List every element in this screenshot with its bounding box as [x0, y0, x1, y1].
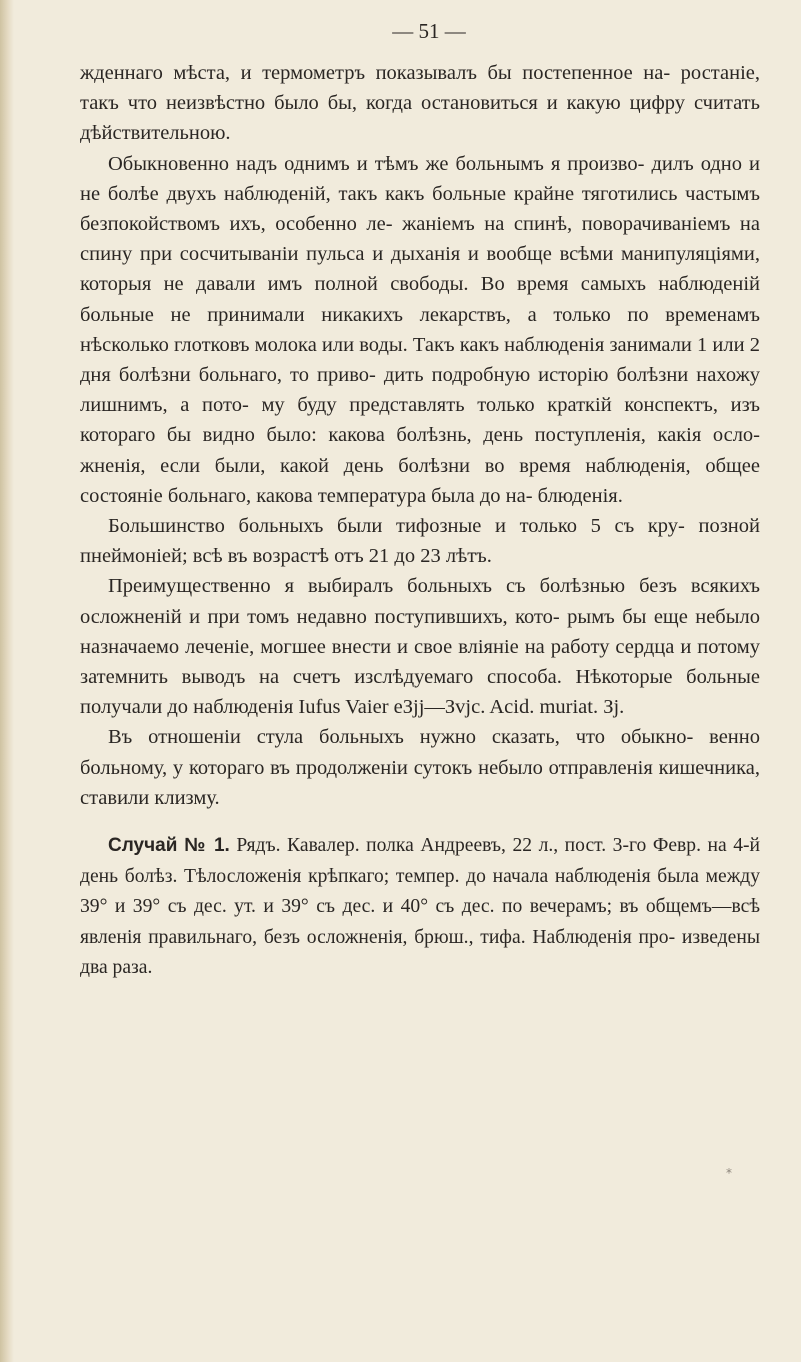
page-text-block: [80, 16, 760, 984]
paragraph-2: Обыкновенно надъ однимъ и тѣмъ же больнымъ я произво- дилъ одно и не болѣе двухъ наблюденій, такъ какъ больные крайне тяготились частымъ безпокойствомъ ихъ, особенно ле- жаніемъ на спинѣ, поворачиваніемъ на спину при сосчитываніи пульса и дыханія и вообще всѣми манипуляціями, которыя не давали имъ полной свободы. Во время самыхъ наблюденій больные не принимали никакихъ лекарствъ, а только по временамъ нѣсколько глотковъ молока или воды. Такъ какъ наблюденія занимали 1 или 2 дня болѣзни больнаго, то приво- дить подробную исторію болѣзни нахожу лишнимъ, а пото- му буду представлять только краткій конспектъ, изъ котораго бы видно было: какова болѣзнь, день поступленія, какія осло- жненія, если были, какой день болѣзни во время наблюденія, общее состояніе больнаго, какова температура была до на- блюденія.: [80, 152, 760, 507]
paragraph-1: жденнаго мѣста, и термометръ показывалъ бы постепенное на- ростаніе, такъ что неизвѣстно было бы, когда остановиться и какую цифру считать дѣйствительною.: [80, 62, 760, 145]
paragraph-4: Преимущественно я выбиралъ больныхъ съ болѣзнью безъ всякихъ осложненій и при томъ недавно поступившихъ, кото- рымъ бы еще небыло назначаемо леченіе, могшее внести и свое вліяніе на работу сердца и потому затемнить выводъ на счетъ изслѣдуемаго способа. Нѣкоторые больные получали до наблюденія Iufus Vaier eЗjj—Зvjc. Acid. muriat. Зj.: [80, 575, 760, 719]
paragraph-3: Большинство больныхъ были тифозные и только 5 съ кру- позной пнеймоніей; всѣ въ возрастѣ отъ 21 до 23 лѣтъ.: [80, 515, 760, 568]
stray-print-mark: *: [726, 1166, 732, 1180]
paragraph-5: Въ отношеніи стула больныхъ нужно сказать, что обыкно- венно больному, у котораго въ продолженіи сутокъ небыло отправленія кишечника, ставили клизму.: [80, 726, 760, 809]
page-number: — 51 —: [392, 19, 466, 43]
case-heading: Случай № 1.: [108, 835, 230, 857]
page-edge-shadow: [0, 0, 14, 1362]
case-entry: [80, 831, 760, 984]
case-text: Рядъ. Кавалер. полка Андреевъ, 22 л., пост. 3-го Февр. на 4-й день болѣз. Тѣлосложенія крѣпкаго; темпер. до начала наблюденія была между 39° и 39° съ дес. ут. и 39° съ дес. и 40° съ дес. по вечерамъ; въ общемъ—всѣ явленія правильнаго, безъ осложненія, брюш., тифа. Наблюденія про- изведены два раза.: [80, 835, 761, 979]
